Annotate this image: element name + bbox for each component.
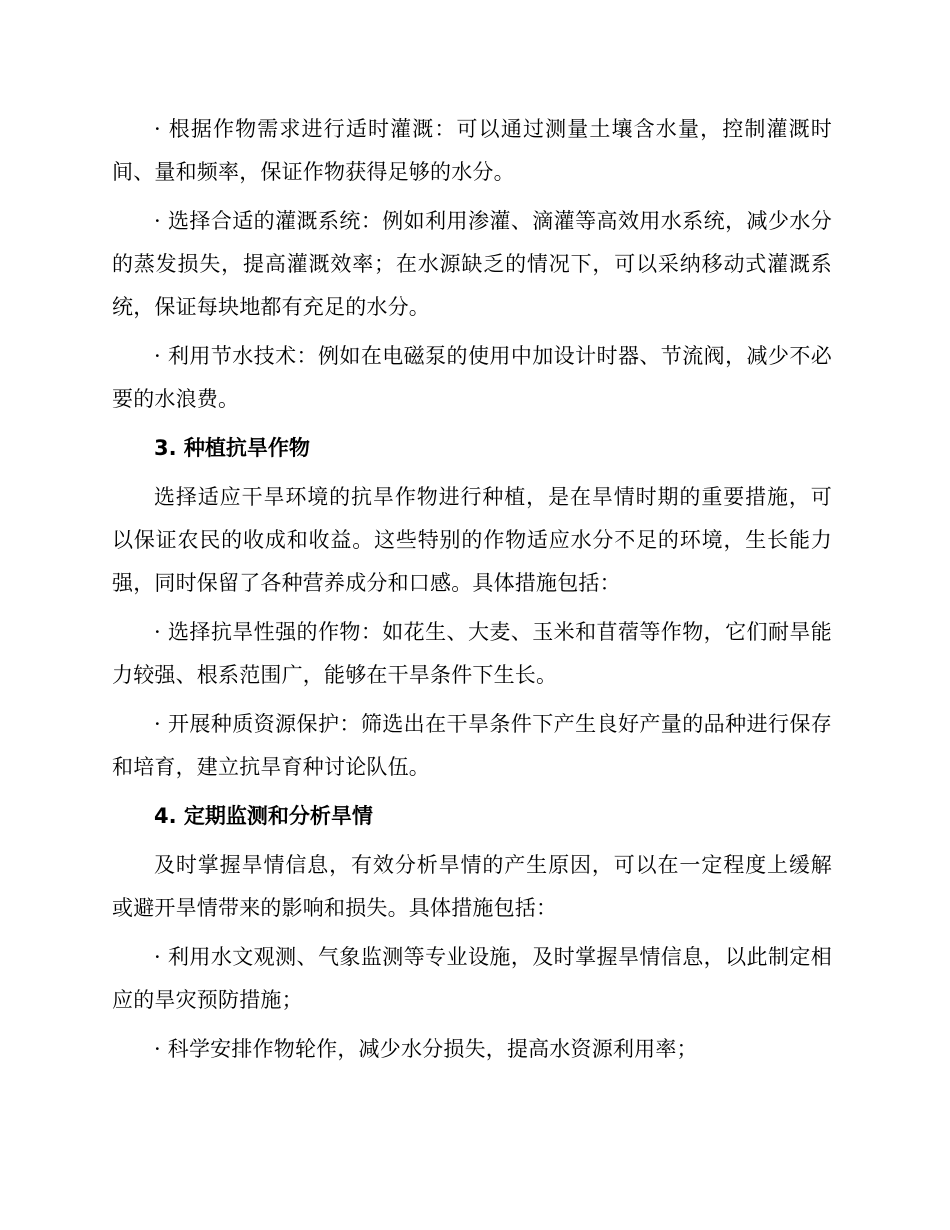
bullet-germplasm: · 开展种质资源保护：筛选出在干旱条件下产生良好产量的品种进行保存和培育，建立抗旱育种讨论队伍。 [112,712,832,779]
body-drought-crops: 选择适应干旱环境的抗旱作物进行种植，是在旱情时期的重要措施，可以保证农民的收成和收益。这些特别的作物适应水分不足的环境，生长能力强，同时保留了各种营养成分和口感。具体措施包括： [112,485,832,595]
section-heading-monitoring: 4. 定期监测和分析旱情 [154,804,373,828]
bullet-water-saving-tech: · 利用节水技术：例如在电磁泵的使用中加设计时器、节流阀，减少不必要的水浪费。 [112,344,832,411]
bullet-crop-rotation: · 科学安排作物轮作，减少水分损失，提高水资源利用率； [154,1037,698,1061]
bullet-choose-crops: · 选择抗旱性强的作物：如花生、大麦、玉米和苜蓿等作物，它们耐旱能力较强、根系范围广，能够在干旱条件下生长。 [112,620,832,687]
bullet-irrigation-system: · 选择合适的灌溉系统：例如利用渗灌、滴灌等高效用水系统，减少水分的蒸发损失，提高灌溉效率；在水源缺乏的情况下，可以采纳移动式灌溉系统，保证每块地都有充足的水分。 [112,209,832,319]
bullet-observation: · 利用水文观测、气象监测等专业设施，及时掌握旱情信息，以此制定相应的旱灾预防措施； [112,945,832,1012]
document-page [112,108,832,1071]
section-heading-drought-crops: 3. 种植抗旱作物 [154,436,310,460]
bullet-irrigation-timing: · 根据作物需求进行适时灌溉：可以通过测量土壤含水量，控制灌溉时间、量和频率，保证作物获得足够的水分。 [112,117,832,184]
body-monitoring: 及时掌握旱情信息，有效分析旱情的产生原因，可以在一定程度上缓解或避开旱情带来的影响和损失。具体措施包括： [112,853,832,920]
